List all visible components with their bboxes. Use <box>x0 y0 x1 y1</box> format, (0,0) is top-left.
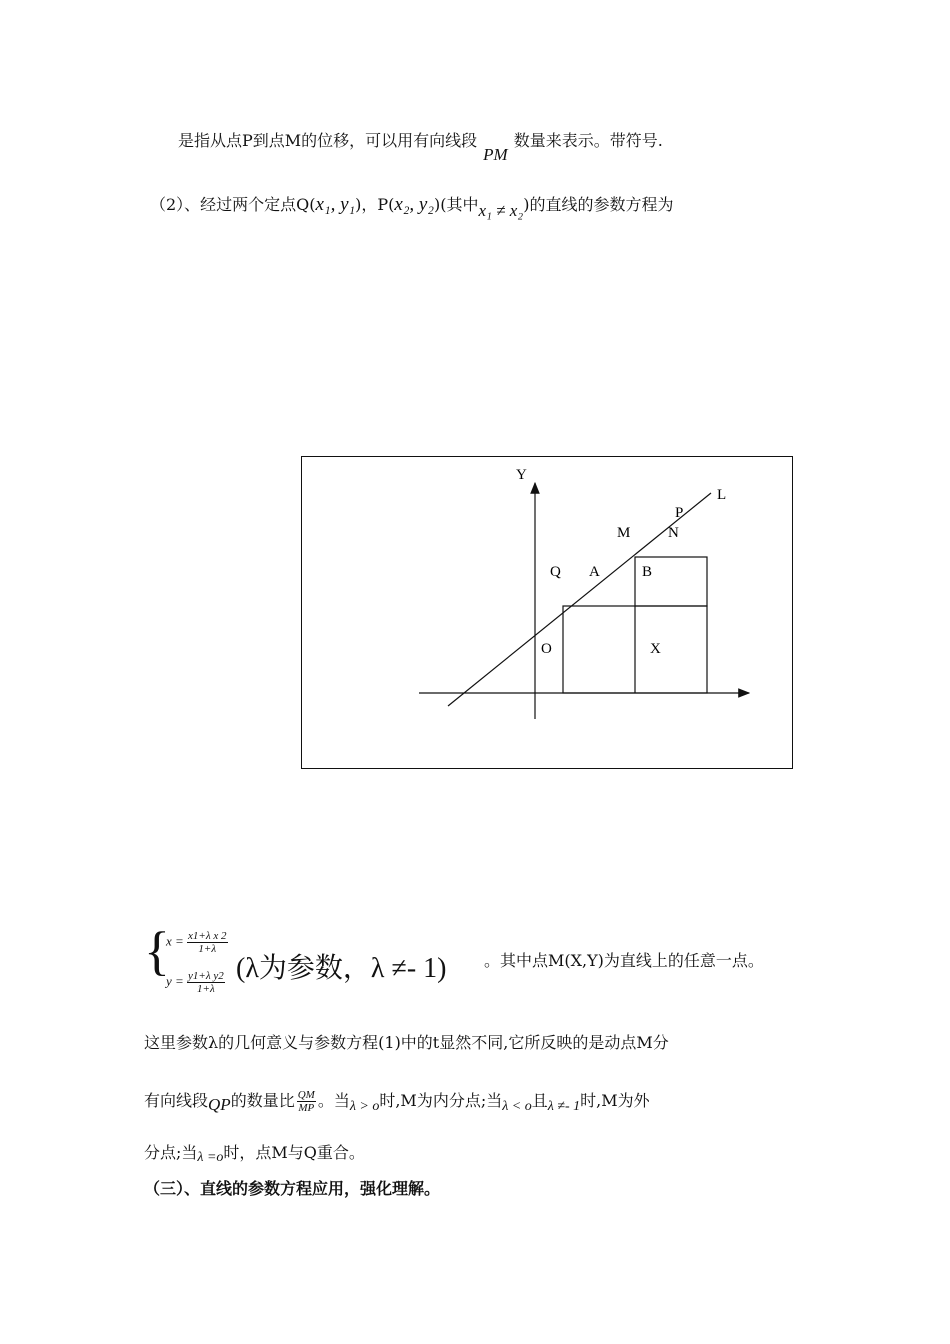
text-line-1 <box>178 128 663 164</box>
segment-pm: PM <box>483 145 508 164</box>
label-n: N <box>668 525 679 541</box>
ratio-denominator: MP <box>298 1102 315 1114</box>
label-b: B <box>642 564 653 580</box>
condition-lambda-gt-0: λ > o <box>349 1099 380 1114</box>
point-q-coords: x₁, y₁ <box>315 194 356 215</box>
y-fraction <box>187 970 225 995</box>
label-y: Y <box>516 467 527 483</box>
ratio-qm-mp <box>297 1089 316 1114</box>
y-equation <box>166 970 225 995</box>
para2-text-c: 。当 <box>317 1091 350 1110</box>
line1-text-b: 数量来表示。带符号. <box>513 131 663 150</box>
parameter-note: (λ为参数，λ ≠- 1) <box>236 953 447 984</box>
y-eq-label: y = <box>166 973 184 989</box>
y-fraction-denominator: 1+λ <box>197 983 215 995</box>
para3-text-a: 分点;当 <box>144 1143 198 1162</box>
para2-text-e: 且 <box>531 1091 548 1110</box>
x-eq-label: x = <box>166 933 184 949</box>
line2-text-c: )(其中 <box>433 195 479 214</box>
label-p: P <box>675 505 684 521</box>
equation-description: 。其中点M(X,Y)为直线上的任意一点。 <box>484 951 764 970</box>
line2-text-b: )，P( <box>355 195 395 214</box>
diagram-svg <box>302 457 794 770</box>
paragraph-line-2 <box>144 1088 650 1114</box>
x-fraction-numerator: x1+λ x 2 <box>188 930 227 942</box>
section-heading: （三）、直线的参数方程应用，强化理解。 <box>144 1179 441 1198</box>
para2-text-d: 时,M为内分点;当 <box>379 1091 503 1110</box>
condition-lambda-lt-0: λ < o <box>502 1099 532 1114</box>
label-o: O <box>541 641 552 657</box>
paragraph-line-3 <box>144 1140 365 1163</box>
condition-lambda-eq-0: λ =o <box>197 1150 224 1165</box>
paragraph-line-1: 这里参数λ的几何意义与参数方程(1)中的t显然不同,它所反映的是动点M分 <box>144 1033 669 1052</box>
label-x: X <box>650 641 661 657</box>
y-fraction-numerator: y1+λ y2 <box>188 970 224 982</box>
para2-text-f: 时,M为外 <box>580 1091 650 1110</box>
x-fraction <box>187 930 227 955</box>
ratio-numerator: QM <box>297 1089 315 1101</box>
para2-text-a: 有向线段 <box>144 1091 209 1110</box>
left-brace: { <box>144 921 170 981</box>
line2-text-a: （2）、经过两个定点Q( <box>150 195 316 214</box>
label-m: M <box>617 525 631 541</box>
line1-text-a: 是指从点P到点M的位移，可以用有向线段 <box>178 131 478 150</box>
label-l: L <box>717 487 727 503</box>
point-p-coords: x₂, y₂ <box>394 194 434 215</box>
segment-qp: QP <box>208 1095 231 1114</box>
text-line-2 <box>150 192 674 220</box>
para2-text-b: 的数量比 <box>230 1091 295 1110</box>
condition-x1-neq-x2: x₁ ≠ x₂ <box>478 201 524 220</box>
x-fraction-denominator: 1+λ <box>198 943 217 955</box>
line2-text-d: )的直线的参数方程为 <box>523 195 674 214</box>
label-q: Q <box>550 564 561 580</box>
x-equation <box>166 930 228 955</box>
coordinate-diagram <box>301 456 793 769</box>
para3-text-b: 时，点M与Q重合。 <box>223 1143 365 1162</box>
label-a: A <box>589 564 600 580</box>
parametric-equation <box>144 921 824 1004</box>
condition-lambda-neq-minus1: λ ≠- 1 <box>547 1099 581 1114</box>
